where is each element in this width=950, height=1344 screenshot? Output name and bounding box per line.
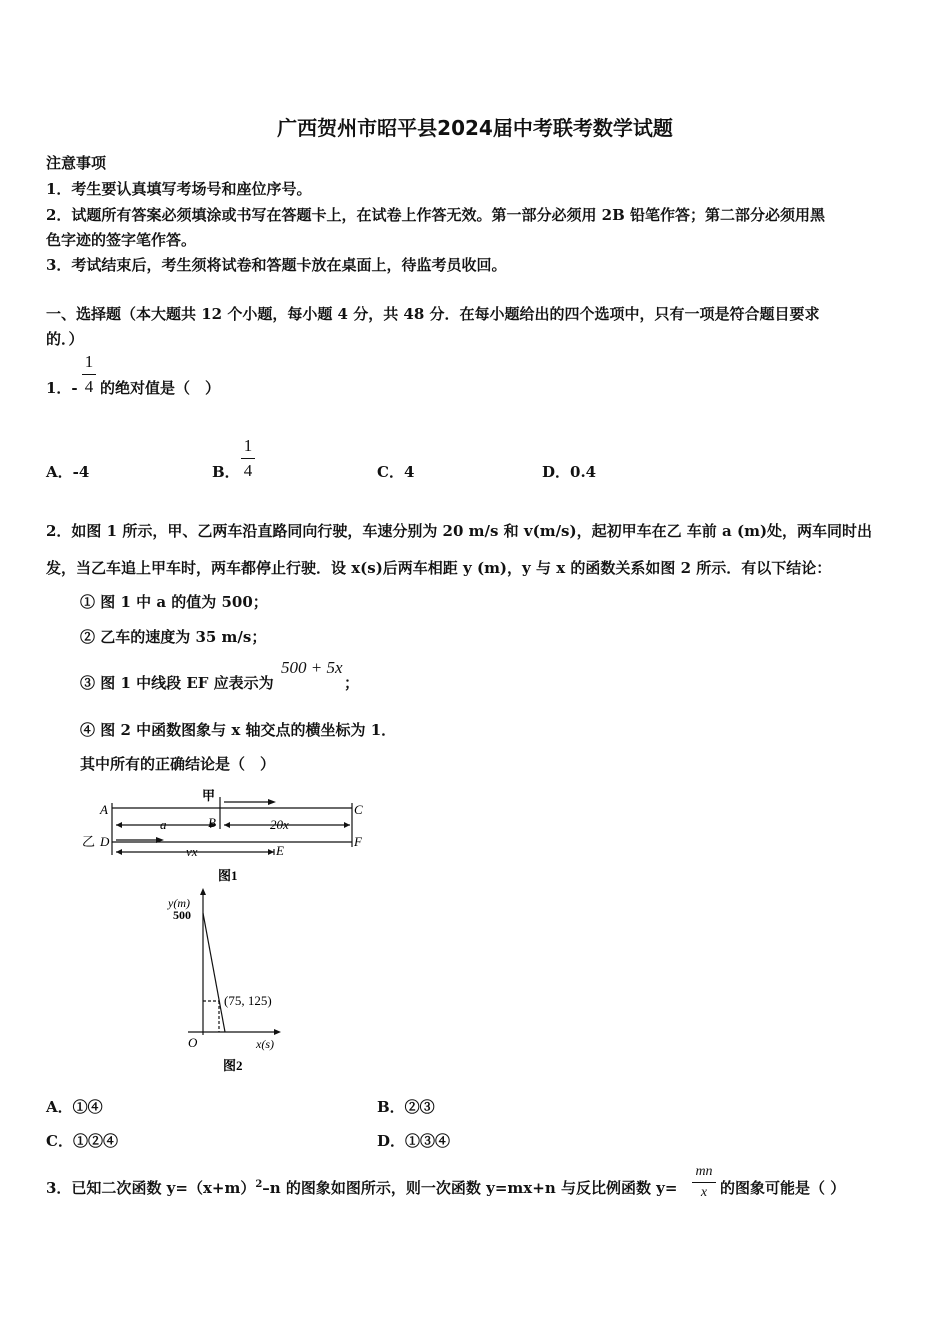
- q2-option-d: D．①③④: [377, 1132, 451, 1150]
- q2-conclusion-3-end: ；: [344, 674, 360, 692]
- q1-prefix: 1．-: [46, 379, 78, 397]
- y-axis-arrowhead: [200, 888, 206, 895]
- q2-conclusion-4: ④ 图 2 中函数图象与 x 轴交点的横坐标为 1．: [80, 721, 397, 739]
- x-axis-label: x(s): [256, 1037, 274, 1051]
- q2-option-b: B．②③: [377, 1098, 435, 1116]
- point-label: (75, 125): [224, 993, 272, 1008]
- q2-ask: 其中所有的正确结论是（ ）: [80, 755, 276, 773]
- q1-b-num: 1: [243, 436, 253, 455]
- q1-option-a: A．-4: [46, 463, 90, 481]
- q3-frac-num: mn: [695, 1164, 713, 1179]
- q3-text: [46, 1177, 677, 1198]
- q1-b-den: 4: [243, 461, 253, 480]
- q1-frac-den: 4: [84, 377, 94, 396]
- q2-option-a: A．①④: [46, 1098, 103, 1116]
- figure-1: [78, 785, 378, 885]
- origin-label: O: [188, 1035, 198, 1050]
- label-vx: vx: [186, 844, 198, 859]
- q3-text-mid: –n 的图象如图所示，则一次函数 y=mx+n 与反比例函数 y=: [262, 1179, 678, 1197]
- q2-option-c: C．①②④: [46, 1132, 118, 1150]
- arrowhead: [268, 849, 274, 855]
- figure-2: [160, 885, 300, 1075]
- label-a-distance: a: [160, 817, 167, 832]
- q2-text-line1: 2．如图 1 所示，甲、乙两车沿直路同向行驶，车速分别为 20 m/s 和 v(m/s)，起初甲车在乙 车前 a (m)处，两车同时出: [46, 522, 873, 540]
- notice-heading: 注意事项: [46, 154, 107, 172]
- q1-option-b-label: B．: [212, 463, 240, 481]
- q1-option-d: D．0.4: [542, 463, 597, 481]
- label-e-point: E: [276, 843, 284, 858]
- label-a-point: A: [100, 802, 108, 817]
- q3-text-pre: 3．已知二次函数 y=（x+m）: [46, 1179, 256, 1197]
- q1-suffix: 的绝对值是（ ）: [100, 379, 221, 397]
- arrowhead: [224, 822, 230, 828]
- label-jia: 甲: [202, 788, 216, 803]
- section-heading-cont: 的．）: [46, 330, 84, 348]
- notice-item: 1．考生要认真填写考场号和座位序号。: [46, 180, 312, 198]
- y-intercept-label: 500: [173, 908, 191, 922]
- q3-fraction: [692, 1164, 716, 1201]
- figure-2-caption: 图2: [223, 1058, 243, 1073]
- notice-item: 3．考试结束后，考生须将试卷和答题卡放在桌面上，待监考员收回。: [46, 256, 507, 274]
- notice-item: 色字迹的签字笔作答。: [46, 231, 197, 249]
- x-axis-arrowhead: [274, 1029, 281, 1035]
- page-title: 广西贺州市昭平县2024届中考联考数学试题: [277, 116, 673, 140]
- q1-option-c: C．4: [377, 463, 415, 481]
- q2-conclusion-3: ③ 图 1 中线段 EF 应表示为: [80, 674, 274, 692]
- q2-conclusion-2: ② 乙车的速度为 35 m/s；: [80, 628, 267, 646]
- q2-ef-expression: 500 + 5x: [281, 658, 343, 677]
- label-f-point: F: [354, 834, 362, 849]
- label-yi: 乙: [82, 834, 96, 849]
- function-line: [203, 913, 225, 1032]
- label-20x: 20x: [270, 817, 289, 832]
- q1-option-b-fraction: [241, 436, 255, 481]
- q3-text-post: 的图象可能是（ ）: [720, 1179, 846, 1197]
- q2-conclusion-1: ① 图 1 中 a 的值为 500；: [80, 593, 268, 611]
- arrowhead: [268, 799, 276, 805]
- q1-fraction: [82, 352, 96, 397]
- q3-superscript: 2: [255, 1179, 263, 1190]
- label-c-point: C: [354, 802, 363, 817]
- figure-1-caption: 图1: [218, 868, 238, 883]
- arrowhead: [116, 822, 122, 828]
- q3-frac-den: x: [700, 1185, 708, 1200]
- arrowhead: [344, 822, 350, 828]
- y-axis-label: y(m): [168, 896, 190, 910]
- arrowhead: [116, 849, 122, 855]
- notice-item: 2．试题所有答案必须填涂或书写在答题卡上，在试卷上作答无效。第一部分必须用 2B 铅笔作答；第二部分必须用黑: [46, 206, 826, 224]
- label-d-point: D: [100, 834, 110, 849]
- q2-text-line2: 发，当乙车追上甲车时，两车都停止行驶．设 x(s)后两车相距 y (m)，y 与 x 的函数关系如图 2 所示．有以下结论：: [46, 559, 832, 577]
- label-b-point: B: [208, 815, 216, 830]
- q1-frac-num: 1: [84, 352, 94, 371]
- section-heading: 一、选择题（本大题共 12 个小题，每小题 4 分，共 48 分．在每小题给出的四个选项中，只有一项是符合题目要求: [46, 305, 820, 323]
